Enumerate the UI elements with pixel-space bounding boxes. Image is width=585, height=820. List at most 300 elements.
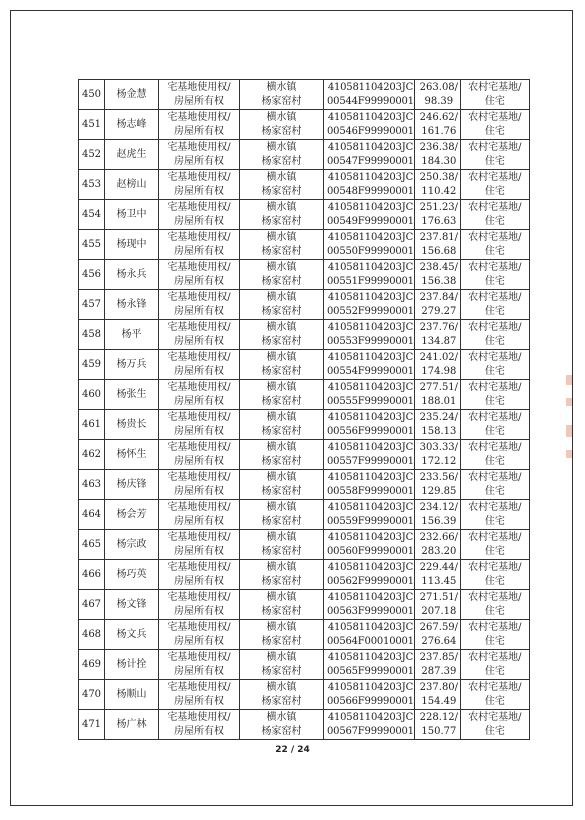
area-cell (414, 200, 460, 230)
unit-code-line-1: 410581104203JC (327, 141, 414, 153)
margin-mark (566, 450, 572, 458)
row-number-cell (79, 440, 105, 470)
usage-line-1: 农村宅基地/ (468, 231, 522, 243)
owner-name-text: 杨卫中 (116, 208, 147, 220)
right-type-cell (159, 290, 240, 320)
usage-cell (460, 410, 529, 440)
unit-code-line-1: 410581104203JC (327, 291, 414, 303)
location-line-1: 横水镇 (266, 231, 297, 243)
usage-line-1: 农村宅基地/ (468, 141, 522, 153)
unit-code-line-1: 410581104203JC (327, 201, 414, 213)
row-number-text: 460 (81, 388, 102, 400)
usage-line-2: 住宅 (484, 125, 505, 137)
right-type-line-2: 房屋所有权 (174, 635, 224, 647)
location-cell (240, 110, 324, 140)
usage-line-2: 住宅 (484, 665, 505, 677)
usage-line-1: 农村宅基地/ (468, 201, 522, 213)
table-row (79, 710, 530, 740)
usage-line-1: 农村宅基地/ (468, 321, 522, 333)
usage-line-1: 农村宅基地/ (468, 591, 522, 603)
right-type-cell (159, 320, 240, 350)
unit-code-line-2: 00549F99990001 (327, 215, 414, 227)
row-number-text: 450 (81, 88, 102, 100)
usage-line-1: 农村宅基地/ (468, 621, 522, 633)
right-type-line-2: 房屋所有权 (174, 365, 224, 377)
owner-name-text: 杨志峰 (116, 118, 147, 130)
unit-code-line-1: 410581104203JC (327, 111, 414, 123)
right-type-cell (159, 350, 240, 380)
unit-code-line-1: 410581104203JC (327, 81, 414, 93)
area-line-2: 110.42 (421, 185, 457, 197)
row-number-cell (79, 80, 105, 110)
location-line-2: 杨家窑村 (261, 245, 302, 257)
area-cell (414, 410, 460, 440)
right-type-line-1: 宅基地使用权/ (167, 291, 231, 303)
right-type-line-1: 宅基地使用权/ (167, 711, 231, 723)
right-type-cell (159, 110, 240, 140)
row-number-cell (79, 680, 105, 710)
location-line-1: 横水镇 (266, 291, 297, 303)
right-type-cell (159, 260, 240, 290)
unit-code-cell (324, 260, 415, 290)
right-type-line-1: 宅基地使用权/ (167, 501, 231, 513)
right-type-line-1: 宅基地使用权/ (167, 321, 231, 333)
right-type-line-1: 宅基地使用权/ (167, 411, 231, 423)
row-number-text: 459 (81, 358, 102, 370)
location-cell (240, 410, 324, 440)
row-number-cell (79, 650, 105, 680)
usage-line-2: 住宅 (484, 515, 505, 527)
table-row (79, 290, 530, 320)
unit-code-line-2: 00552F99990001 (327, 305, 414, 317)
area-line-2: 279.27 (421, 305, 457, 317)
location-line-1: 横水镇 (266, 561, 297, 573)
usage-line-2: 住宅 (484, 365, 505, 377)
area-cell (414, 170, 460, 200)
right-type-line-2: 房屋所有权 (174, 425, 224, 437)
usage-line-2: 住宅 (484, 695, 505, 707)
area-cell (414, 140, 460, 170)
location-cell (240, 140, 324, 170)
right-type-line-1: 宅基地使用权/ (167, 231, 231, 243)
area-line-2: 156.39 (421, 515, 457, 527)
usage-line-2: 住宅 (484, 455, 505, 467)
unit-code-cell (324, 470, 415, 500)
area-line-1: 303.33/ (419, 441, 459, 453)
location-line-2: 杨家窑村 (261, 395, 302, 407)
table-row (79, 500, 530, 530)
table-row (79, 620, 530, 650)
row-number-text: 462 (81, 448, 102, 460)
area-line-2: 188.01 (421, 395, 457, 407)
right-type-line-1: 宅基地使用权/ (167, 171, 231, 183)
location-line-1: 横水镇 (266, 261, 297, 273)
unit-code-line-1: 410581104203JC (327, 381, 414, 393)
location-line-2: 杨家窑村 (261, 635, 302, 647)
unit-code-line-2: 00553F99990001 (327, 335, 414, 347)
usage-cell (460, 440, 529, 470)
unit-code-line-1: 410581104203JC (327, 471, 414, 483)
area-line-2: 150.77 (421, 725, 457, 737)
area-line-2: 176.63 (421, 215, 457, 227)
owner-name-cell (105, 140, 159, 170)
row-number-cell (79, 170, 105, 200)
area-cell (414, 80, 460, 110)
unit-code-cell (324, 680, 415, 710)
row-number-cell (79, 260, 105, 290)
usage-line-2: 住宅 (484, 395, 505, 407)
area-cell (414, 320, 460, 350)
owner-name-cell (105, 320, 159, 350)
location-line-1: 横水镇 (266, 351, 297, 363)
owner-name-text: 杨永兵 (116, 268, 147, 280)
owner-name-cell (105, 260, 159, 290)
location-line-2: 杨家窑村 (261, 215, 302, 227)
usage-line-2: 住宅 (484, 575, 505, 587)
right-type-line-2: 房屋所有权 (174, 245, 224, 257)
location-line-2: 杨家窑村 (261, 155, 302, 167)
usage-line-2: 住宅 (484, 545, 505, 557)
area-line-2: 161.76 (421, 125, 457, 137)
owner-name-text: 杨怀生 (116, 448, 147, 460)
area-cell (414, 290, 460, 320)
usage-cell (460, 140, 529, 170)
area-line-1: 250.38/ (419, 171, 459, 183)
row-number-text: 454 (81, 208, 102, 220)
unit-code-line-2: 00558F99990001 (327, 485, 414, 497)
location-line-2: 杨家窑村 (261, 185, 302, 197)
area-cell (414, 110, 460, 140)
area-line-1: 267.59/ (419, 621, 459, 633)
right-type-cell (159, 170, 240, 200)
right-type-line-1: 宅基地使用权/ (167, 561, 231, 573)
right-type-line-2: 房屋所有权 (174, 275, 224, 287)
area-line-2: 98.39 (424, 95, 454, 107)
area-line-1: 277.51/ (419, 381, 459, 393)
area-cell (414, 680, 460, 710)
right-type-cell (159, 590, 240, 620)
area-cell (414, 590, 460, 620)
location-line-2: 杨家窑村 (261, 485, 302, 497)
right-type-cell (159, 440, 240, 470)
right-type-line-1: 宅基地使用权/ (167, 441, 231, 453)
owner-name-text: 杨万兵 (116, 358, 147, 370)
usage-cell (460, 260, 529, 290)
table-row (79, 230, 530, 260)
location-cell (240, 350, 324, 380)
area-cell (414, 380, 460, 410)
row-number-text: 470 (81, 688, 102, 700)
owner-name-cell (105, 620, 159, 650)
unit-code-line-2: 00557F99990001 (327, 455, 414, 467)
owner-name-text: 杨顺山 (116, 688, 147, 700)
location-cell (240, 470, 324, 500)
owner-name-text: 杨庆锋 (116, 478, 147, 490)
area-cell (414, 620, 460, 650)
owner-name-cell (105, 470, 159, 500)
area-line-1: 251.23/ (419, 201, 459, 213)
page-number: 22 / 24 (275, 745, 310, 755)
unit-code-line-1: 410581104203JC (327, 621, 414, 633)
usage-line-1: 农村宅基地/ (468, 381, 522, 393)
right-type-cell (159, 230, 240, 260)
unit-code-line-2: 00563F99990001 (327, 605, 414, 617)
owner-name-text: 杨巧英 (116, 568, 147, 580)
location-line-2: 杨家窑村 (261, 545, 302, 557)
row-number-cell (79, 350, 105, 380)
unit-code-cell (324, 170, 415, 200)
row-number-text: 463 (81, 478, 102, 490)
right-type-cell (159, 200, 240, 230)
table-row (79, 560, 530, 590)
unit-code-line-1: 410581104203JC (327, 171, 414, 183)
row-number-text: 469 (81, 658, 102, 670)
margin-mark (566, 398, 572, 406)
row-number-text: 464 (81, 508, 102, 520)
location-line-1: 横水镇 (266, 591, 297, 603)
row-number-cell (79, 560, 105, 590)
area-line-2: 207.18 (421, 605, 457, 617)
location-line-2: 杨家窑村 (261, 455, 302, 467)
right-type-line-2: 房屋所有权 (174, 335, 224, 347)
usage-line-2: 住宅 (484, 635, 505, 647)
usage-cell (460, 650, 529, 680)
owner-name-cell (105, 500, 159, 530)
location-line-1: 横水镇 (266, 531, 297, 543)
usage-line-1: 农村宅基地/ (468, 501, 522, 513)
table-row (79, 680, 530, 710)
row-number-text: 468 (81, 628, 102, 640)
location-line-2: 杨家窑村 (261, 425, 302, 437)
table-row (79, 140, 530, 170)
owner-name-text: 杨张生 (116, 388, 147, 400)
usage-line-1: 农村宅基地/ (468, 561, 522, 573)
owner-name-cell (105, 170, 159, 200)
location-line-1: 横水镇 (266, 201, 297, 213)
right-type-line-2: 房屋所有权 (174, 515, 224, 527)
area-line-1: 237.85/ (419, 651, 459, 663)
usage-line-1: 农村宅基地/ (468, 471, 522, 483)
area-cell (414, 260, 460, 290)
location-cell (240, 710, 324, 740)
owner-name-text: 杨现中 (116, 238, 147, 250)
location-line-1: 横水镇 (266, 171, 297, 183)
usage-line-1: 农村宅基地/ (468, 711, 522, 723)
location-cell (240, 170, 324, 200)
unit-code-cell (324, 620, 415, 650)
row-number-cell (79, 500, 105, 530)
right-type-line-2: 房屋所有权 (174, 125, 224, 137)
unit-code-line-2: 00551F99990001 (327, 275, 414, 287)
row-number-text: 467 (81, 598, 102, 610)
location-line-1: 横水镇 (266, 381, 297, 393)
unit-code-line-1: 410581104203JC (327, 651, 414, 663)
unit-code-line-2: 00566F99990001 (327, 695, 414, 707)
usage-line-2: 住宅 (484, 425, 505, 437)
location-line-1: 横水镇 (266, 621, 297, 633)
right-type-cell (159, 470, 240, 500)
table-row (79, 410, 530, 440)
owner-name-text: 杨文兵 (116, 628, 147, 640)
right-type-line-2: 房屋所有权 (174, 725, 224, 737)
area-line-2: 129.85 (421, 485, 457, 497)
unit-code-line-1: 410581104203JC (327, 441, 414, 453)
table-row (79, 380, 530, 410)
right-type-line-2: 房屋所有权 (174, 545, 224, 557)
unit-code-line-2: 00548F99990001 (327, 185, 414, 197)
right-type-cell (159, 620, 240, 650)
unit-code-line-2: 00564F00010001 (327, 635, 414, 647)
unit-code-line-1: 410581104203JC (327, 711, 414, 723)
unit-code-cell (324, 320, 415, 350)
table-row (79, 80, 530, 110)
owner-name-text: 赵榜山 (116, 178, 147, 190)
row-number-text: 461 (81, 418, 102, 430)
location-line-2: 杨家窑村 (261, 95, 302, 107)
location-line-2: 杨家窑村 (261, 365, 302, 377)
unit-code-line-1: 410581104203JC (327, 321, 414, 333)
usage-line-2: 住宅 (484, 725, 505, 737)
row-number-cell (79, 380, 105, 410)
area-line-2: 283.20 (421, 545, 457, 557)
row-number-cell (79, 410, 105, 440)
right-type-line-1: 宅基地使用权/ (167, 591, 231, 603)
area-cell (414, 440, 460, 470)
location-cell (240, 80, 324, 110)
location-cell (240, 320, 324, 350)
table-row (79, 110, 530, 140)
usage-line-1: 农村宅基地/ (468, 261, 522, 273)
right-type-line-1: 宅基地使用权/ (167, 111, 231, 123)
owner-name-cell (105, 290, 159, 320)
area-line-2: 156.38 (421, 275, 457, 287)
location-cell (240, 500, 324, 530)
location-cell (240, 200, 324, 230)
location-cell (240, 680, 324, 710)
row-number-cell (79, 470, 105, 500)
unit-code-line-1: 410581104203JC (327, 531, 414, 543)
area-line-2: 172.12 (421, 455, 457, 467)
usage-line-2: 住宅 (484, 275, 505, 287)
usage-line-2: 住宅 (484, 95, 505, 107)
right-type-line-1: 宅基地使用权/ (167, 381, 231, 393)
row-number-cell (79, 140, 105, 170)
area-line-2: 287.39 (421, 665, 457, 677)
area-line-2: 113.45 (421, 575, 457, 587)
usage-cell (460, 500, 529, 530)
unit-code-line-2: 00559F99990001 (327, 515, 414, 527)
area-cell (414, 560, 460, 590)
usage-cell (460, 380, 529, 410)
owner-name-cell (105, 110, 159, 140)
right-type-line-2: 房屋所有权 (174, 575, 224, 587)
unit-code-cell (324, 440, 415, 470)
location-line-2: 杨家窑村 (261, 695, 302, 707)
location-line-1: 横水镇 (266, 111, 297, 123)
unit-code-line-1: 410581104203JC (327, 231, 414, 243)
usage-cell (460, 680, 529, 710)
unit-code-cell (324, 80, 415, 110)
right-type-cell (159, 530, 240, 560)
location-line-1: 横水镇 (266, 651, 297, 663)
location-cell (240, 440, 324, 470)
usage-cell (460, 290, 529, 320)
usage-cell (460, 620, 529, 650)
margin-mark (566, 425, 572, 437)
location-line-2: 杨家窑村 (261, 125, 302, 137)
owner-name-text: 杨宗政 (116, 538, 147, 550)
table-body (79, 80, 530, 740)
unit-code-line-2: 00547F99990001 (327, 155, 414, 167)
area-line-2: 158.13 (421, 425, 457, 437)
usage-line-2: 住宅 (484, 335, 505, 347)
unit-code-line-2: 00560F99990001 (327, 545, 414, 557)
unit-code-cell (324, 530, 415, 560)
right-type-line-1: 宅基地使用权/ (167, 81, 231, 93)
location-line-2: 杨家窑村 (261, 275, 302, 287)
location-line-2: 杨家窑村 (261, 575, 302, 587)
area-cell (414, 230, 460, 260)
usage-line-2: 住宅 (484, 605, 505, 617)
owner-name-text: 杨贵长 (116, 418, 147, 430)
usage-line-2: 住宅 (484, 185, 505, 197)
location-line-2: 杨家窑村 (261, 335, 302, 347)
area-line-1: 237.76/ (419, 321, 459, 333)
table-row (79, 170, 530, 200)
right-type-cell (159, 380, 240, 410)
location-line-1: 横水镇 (266, 321, 297, 333)
right-type-line-1: 宅基地使用权/ (167, 681, 231, 693)
owner-name-cell (105, 560, 159, 590)
table-row (79, 470, 530, 500)
row-number-text: 452 (81, 148, 102, 160)
unit-code-line-1: 410581104203JC (327, 501, 414, 513)
right-type-line-2: 房屋所有权 (174, 605, 224, 617)
right-type-line-2: 房屋所有权 (174, 185, 224, 197)
right-type-line-2: 房屋所有权 (174, 155, 224, 167)
area-line-2: 184.30 (421, 155, 457, 167)
location-line-1: 横水镇 (266, 501, 297, 513)
location-cell (240, 560, 324, 590)
margin-mark (566, 375, 572, 385)
area-line-2: 174.98 (421, 365, 457, 377)
right-type-cell (159, 80, 240, 110)
owner-name-cell (105, 680, 159, 710)
area-line-1: 271.51/ (419, 591, 459, 603)
right-type-cell (159, 710, 240, 740)
unit-code-cell (324, 410, 415, 440)
location-line-1: 横水镇 (266, 411, 297, 423)
row-number-cell (79, 230, 105, 260)
area-cell (414, 530, 460, 560)
unit-code-cell (324, 380, 415, 410)
owner-name-cell (105, 380, 159, 410)
area-cell (414, 650, 460, 680)
right-type-line-2: 房屋所有权 (174, 665, 224, 677)
owner-name-cell (105, 410, 159, 440)
area-line-2: 156.68 (421, 245, 457, 257)
usage-line-1: 农村宅基地/ (468, 651, 522, 663)
owner-name-text: 杨计拴 (116, 658, 147, 670)
unit-code-line-2: 00546F99990001 (327, 125, 414, 137)
area-line-1: 232.66/ (419, 531, 459, 543)
location-cell (240, 380, 324, 410)
table-row (79, 530, 530, 560)
unit-code-line-2: 00555F99990001 (327, 395, 414, 407)
location-cell (240, 260, 324, 290)
right-type-line-1: 宅基地使用权/ (167, 141, 231, 153)
location-line-2: 杨家窑村 (261, 515, 302, 527)
